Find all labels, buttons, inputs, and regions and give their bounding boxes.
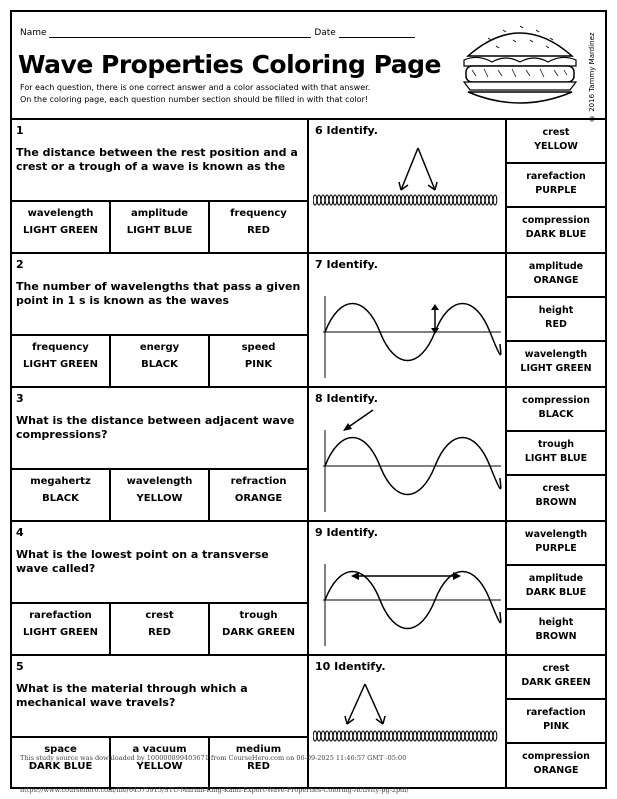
- spring-coil: [429, 195, 433, 205]
- spring-coil: [317, 195, 321, 205]
- option-color: YELLOW: [534, 141, 578, 152]
- answer-option[interactable]: [111, 738, 210, 790]
- answer-options: [12, 468, 307, 522]
- option-color: DARK BLUE: [525, 587, 587, 598]
- spring-coil: [481, 731, 485, 741]
- answer-word: trough: [239, 610, 278, 621]
- question-number: 4: [16, 526, 24, 539]
- spring-coil: [409, 195, 413, 205]
- spring-coil: [485, 731, 489, 741]
- instructions: [20, 82, 450, 106]
- spring-coil: [385, 195, 389, 205]
- identify-option[interactable]: [507, 432, 605, 476]
- option-word: compression: [522, 215, 590, 226]
- spring-coil: [365, 731, 369, 741]
- spring-coil: [441, 731, 445, 741]
- spring-coil: [489, 731, 493, 741]
- identify-option[interactable]: [507, 566, 605, 610]
- option-color: ORANGE: [533, 765, 579, 776]
- identify-label: 10 Identify.: [315, 660, 386, 673]
- answer-word: energy: [139, 342, 180, 353]
- spring-coil: [341, 731, 345, 741]
- spring-coil: [365, 195, 369, 205]
- spring-coil: [385, 731, 389, 741]
- spring-coil: [357, 731, 361, 741]
- answer-word: rarefaction: [29, 610, 92, 621]
- answer-option[interactable]: [210, 738, 307, 790]
- identify-option[interactable]: [507, 388, 605, 432]
- answer-option[interactable]: [210, 470, 307, 522]
- hamburger-illustration: [458, 16, 582, 112]
- question-cell[interactable]: [12, 388, 309, 520]
- answer-options: [12, 200, 307, 254]
- question-cell[interactable]: [12, 120, 309, 252]
- answer-option[interactable]: [111, 470, 210, 522]
- instructions-line-1: For each question, there is one correct answer and a color associated with that answer.: [20, 83, 371, 92]
- answer-color: LIGHT BLUE: [126, 225, 193, 236]
- option-word: compression: [522, 395, 590, 406]
- answer-option[interactable]: [12, 738, 111, 790]
- question-number: 5: [16, 660, 24, 673]
- spring-coil: [405, 731, 409, 741]
- option-word: height: [538, 305, 574, 316]
- spring-coil: [445, 195, 449, 205]
- spring-coil: [401, 195, 405, 205]
- answer-color: YELLOW: [136, 493, 183, 504]
- spring-coil: [381, 195, 385, 205]
- spring-coil: [493, 731, 497, 741]
- answer-color: DARK BLUE: [28, 761, 93, 772]
- spring-coil: [381, 731, 385, 741]
- answer-word: medium: [235, 744, 282, 755]
- identify-cell[interactable]: [309, 522, 507, 654]
- identify-cell[interactable]: [309, 254, 507, 386]
- answer-word: wavelength: [126, 476, 193, 487]
- spring-coil: [353, 195, 357, 205]
- answer-options: [12, 602, 307, 656]
- spring-coil: [433, 731, 437, 741]
- spring-coil: [417, 731, 421, 741]
- name-field[interactable]: [49, 28, 311, 38]
- spring-coil: [465, 731, 469, 741]
- option-color: DARK GREEN: [521, 677, 591, 688]
- question-text: What is the lowest point on a transverse wave called?: [16, 548, 269, 575]
- answer-option[interactable]: [111, 604, 210, 656]
- spring-coil: [389, 731, 393, 741]
- question-number: 3: [16, 392, 24, 405]
- answer-color: LIGHT GREEN: [23, 627, 98, 638]
- spring-coil: [445, 731, 449, 741]
- spring-coil: [361, 195, 365, 205]
- answer-options: [12, 334, 307, 388]
- identify-option[interactable]: [507, 610, 605, 654]
- option-word: crest: [542, 663, 570, 674]
- spring-coil: [413, 731, 417, 741]
- spring-coil: [317, 731, 321, 741]
- identify-options: [507, 656, 605, 788]
- spring-coil: [425, 195, 429, 205]
- answer-word: refraction: [230, 476, 287, 487]
- option-color: PURPLE: [535, 543, 577, 554]
- spring-coil: [369, 731, 373, 741]
- spring-coil: [361, 731, 365, 741]
- answer-word: frequency: [230, 208, 287, 219]
- answer-option[interactable]: [12, 470, 111, 522]
- date-label: Date: [314, 28, 336, 38]
- instructions-line-2: On the coloring page, each question number section should be filled in with that color!: [20, 95, 368, 104]
- spring-coil: [337, 195, 341, 205]
- answer-color: BLACK: [141, 359, 178, 370]
- spring-coil: [421, 195, 425, 205]
- option-word: amplitude: [528, 573, 584, 584]
- spring-coil: [437, 195, 441, 205]
- option-word: amplitude: [528, 261, 584, 272]
- answer-word: speed: [241, 342, 276, 353]
- identify-label: 8 Identify.: [315, 392, 378, 405]
- identify-option[interactable]: [507, 476, 605, 520]
- spring-coil: [377, 195, 381, 205]
- identify-option[interactable]: [507, 700, 605, 744]
- question-text: What is the material through which a mechanical wave travels?: [16, 682, 248, 709]
- answer-options: [12, 736, 307, 790]
- spring-coil: [441, 195, 445, 205]
- spring-coil: [321, 731, 325, 741]
- spring-coil: [453, 195, 457, 205]
- option-color: RED: [545, 319, 567, 330]
- option-word: rarefaction: [526, 171, 586, 182]
- identify-cell[interactable]: [309, 120, 507, 252]
- spring-coil: [493, 195, 497, 205]
- spring-coil: [449, 195, 453, 205]
- identify-label: 7 Identify.: [315, 258, 378, 271]
- option-word: crest: [542, 483, 570, 494]
- answer-option[interactable]: [210, 336, 307, 388]
- answer-word: crest: [145, 610, 174, 621]
- answer-option[interactable]: [12, 604, 111, 656]
- spring-coil: [405, 195, 409, 205]
- answer-option[interactable]: [210, 604, 307, 656]
- spring-coil: [377, 731, 381, 741]
- longitudinal-wave-diagram: [313, 140, 503, 246]
- spring-coil: [337, 731, 341, 741]
- question-row-3: [12, 388, 605, 522]
- spring-coil: [461, 195, 465, 205]
- spring-coil: [465, 195, 469, 205]
- spring-coil: [473, 195, 477, 205]
- answer-option[interactable]: [111, 336, 210, 388]
- transverse-wave-diagram: [313, 274, 503, 380]
- answer-color: PINK: [244, 359, 273, 370]
- spring-coil: [393, 195, 397, 205]
- spring-coil: [329, 195, 333, 205]
- answer-word: wavelength: [27, 208, 94, 219]
- answer-color: RED: [247, 761, 270, 772]
- spring-coil: [457, 195, 461, 205]
- spring-coil: [449, 731, 453, 741]
- spring-coil: [457, 731, 461, 741]
- option-word: wavelength: [524, 349, 588, 360]
- identify-option[interactable]: [507, 254, 605, 298]
- spring-coil: [353, 731, 357, 741]
- identify-cell[interactable]: [309, 388, 507, 520]
- spring-coil: [421, 731, 425, 741]
- spring-coil: [325, 731, 329, 741]
- question-number: 1: [16, 124, 24, 137]
- question-row-5: [12, 656, 605, 788]
- spring-coil: [485, 195, 489, 205]
- question-cell[interactable]: [12, 522, 309, 654]
- option-color: LIGHT GREEN: [520, 363, 592, 374]
- spring-coil: [341, 195, 345, 205]
- spring-coil: [477, 731, 481, 741]
- answer-option[interactable]: [12, 202, 111, 254]
- answer-color: RED: [247, 225, 270, 236]
- option-word: crest: [542, 127, 570, 138]
- spring-coil: [373, 195, 377, 205]
- option-word: compression: [522, 751, 590, 762]
- spring-coil: [345, 731, 349, 741]
- spring-coil: [389, 195, 393, 205]
- identify-option[interactable]: [507, 522, 605, 566]
- name-label: Name: [20, 28, 47, 38]
- answer-word: megahertz: [30, 476, 91, 487]
- option-color: PINK: [543, 721, 569, 732]
- option-color: ORANGE: [533, 275, 579, 286]
- spring-coil: [489, 195, 493, 205]
- spring-coil: [473, 731, 477, 741]
- option-color: DARK BLUE: [525, 229, 587, 240]
- page-title: Wave Properties Coloring Page: [18, 50, 442, 79]
- answer-word: a vacuum: [132, 744, 187, 755]
- spring-coil: [321, 195, 325, 205]
- option-color: BROWN: [535, 497, 577, 508]
- option-color: PURPLE: [535, 185, 577, 196]
- spring-coil: [345, 195, 349, 205]
- spring-coil: [357, 195, 361, 205]
- longitudinal-wave-diagram: [313, 676, 503, 782]
- question-row-4: [12, 522, 605, 656]
- spring-coil: [393, 731, 397, 741]
- spring-coil: [313, 195, 317, 205]
- spring-coil: [469, 195, 473, 205]
- spring-coil: [329, 731, 333, 741]
- identify-option[interactable]: [507, 744, 605, 788]
- question-cell[interactable]: [12, 656, 309, 788]
- spring-coil: [469, 731, 473, 741]
- name-date-line: [20, 28, 415, 38]
- identify-options: [507, 254, 605, 386]
- date-field[interactable]: [339, 28, 415, 38]
- question-number: 2: [16, 258, 24, 271]
- spring-coil: [461, 731, 465, 741]
- spring-coil: [409, 731, 413, 741]
- answer-word: frequency: [32, 342, 89, 353]
- transverse-wave-diagram: [313, 408, 503, 514]
- identify-options: [507, 522, 605, 654]
- source-url-footer: https://www.coursehero.com/file/64575915/STU-Mariah-King-Kami-Export-Wave-Properties-Coloring-Activity-pg-2pdf/: [20, 786, 409, 794]
- answer-color: DARK GREEN: [222, 627, 295, 638]
- question-cell[interactable]: [12, 254, 309, 386]
- spring-coil: [401, 731, 405, 741]
- spring-coil: [453, 731, 457, 741]
- option-word: height: [538, 617, 574, 628]
- answer-option[interactable]: [111, 202, 210, 254]
- option-word: trough: [537, 439, 575, 450]
- identify-option[interactable]: [507, 298, 605, 342]
- answer-color: RED: [148, 627, 171, 638]
- option-word: rarefaction: [526, 707, 586, 718]
- transverse-wave-diagram: [313, 542, 503, 648]
- question-text: The number of wavelengths that pass a given point in 1 s is known as the waves: [16, 280, 301, 307]
- answer-option[interactable]: [12, 336, 111, 388]
- answer-color: BLACK: [42, 493, 79, 504]
- spring-coil: [425, 731, 429, 741]
- identify-label: 6 Identify.: [315, 124, 378, 137]
- identify-cell[interactable]: [309, 656, 507, 788]
- identify-option[interactable]: [507, 208, 605, 252]
- spring-coil: [433, 195, 437, 205]
- option-color: BLACK: [538, 409, 574, 420]
- identify-label: 9 Identify.: [315, 526, 378, 539]
- spring-coil: [349, 195, 353, 205]
- answer-color: ORANGE: [234, 493, 283, 504]
- identify-option[interactable]: [507, 164, 605, 208]
- option-color: BROWN: [535, 631, 577, 642]
- option-word: wavelength: [524, 529, 588, 540]
- spring-coil: [333, 195, 337, 205]
- spring-coil: [313, 731, 317, 741]
- worksheet-header: [12, 12, 605, 122]
- spring-coil: [477, 195, 481, 205]
- spring-coil: [349, 731, 353, 741]
- spring-coil: [481, 195, 485, 205]
- spring-coil: [417, 195, 421, 205]
- spring-coil: [397, 195, 401, 205]
- spring-coil: [325, 195, 329, 205]
- spring-coil: [437, 731, 441, 741]
- answer-word: space: [44, 744, 77, 755]
- answer-option[interactable]: [210, 202, 307, 254]
- spring-coil: [397, 731, 401, 741]
- source-footer: This study source was downloaded by 100000899403671 from CourseHero.com on 06-09-2025 11:46:57 GMT -05:00: [20, 754, 407, 762]
- spring-coil: [429, 731, 433, 741]
- answer-color: YELLOW: [136, 761, 183, 772]
- identify-option[interactable]: [507, 656, 605, 700]
- answer-color: LIGHT GREEN: [23, 225, 98, 236]
- question-row-2: [12, 254, 605, 388]
- spring-coil: [333, 731, 337, 741]
- identify-option[interactable]: [507, 120, 605, 164]
- question-text: The distance between the rest position and a crest or a trough of a wave is known as the: [16, 146, 298, 173]
- identify-option[interactable]: [507, 342, 605, 386]
- answer-word: amplitude: [130, 208, 189, 219]
- question-row-1: [12, 120, 605, 254]
- copyright-text: © 2016 Tammy Mardinez: [588, 32, 596, 122]
- question-text: What is the distance between adjacent wave compressions?: [16, 414, 295, 441]
- identify-options: [507, 120, 605, 252]
- spring-coil: [369, 195, 373, 205]
- spring-coil: [373, 731, 377, 741]
- spring-coil: [413, 195, 417, 205]
- worksheet-page: [10, 10, 607, 789]
- identify-options: [507, 388, 605, 520]
- option-color: LIGHT BLUE: [524, 453, 588, 464]
- answer-color: LIGHT GREEN: [23, 359, 98, 370]
